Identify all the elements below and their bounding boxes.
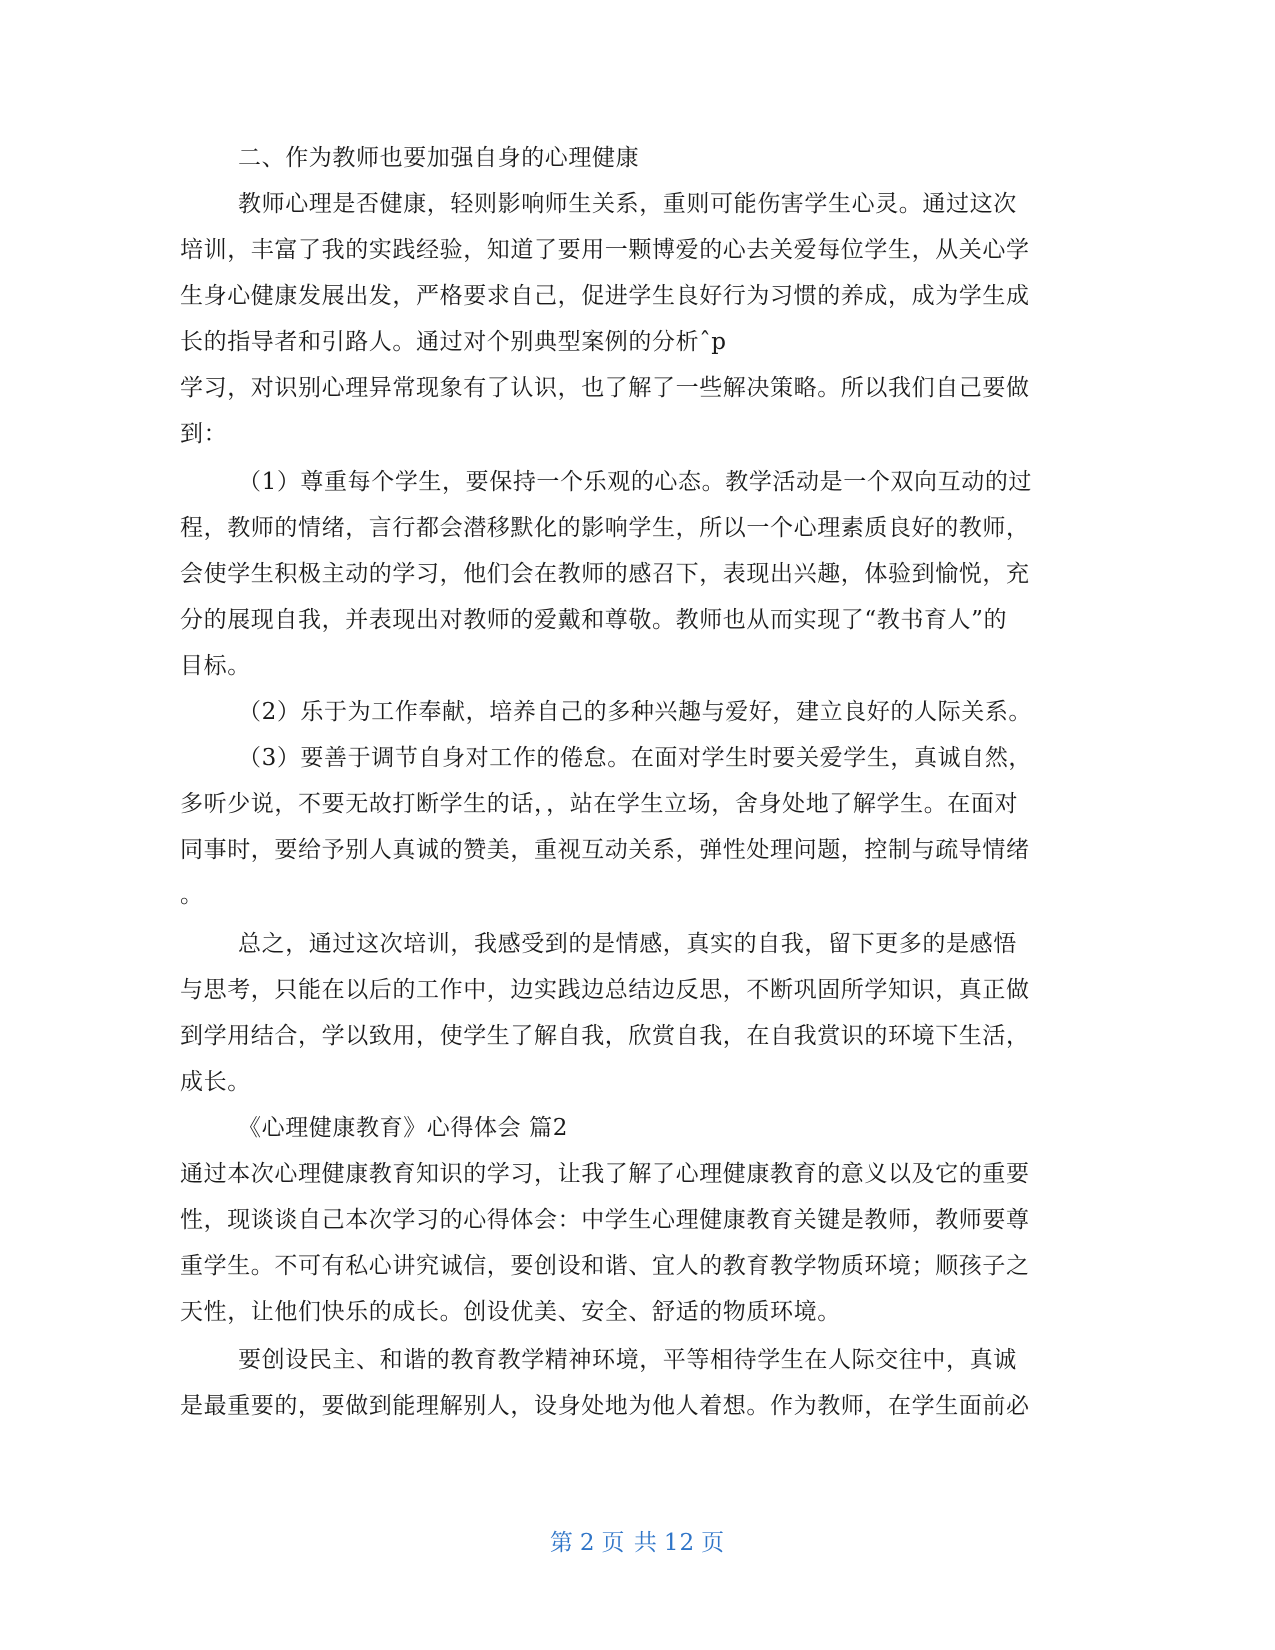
- paragraph-line: 天性，让他们快乐的成长。创设优美、安全、舒适的物质环境。: [180, 1299, 841, 1325]
- paragraph-line: 教师心理是否健康，轻则影响师生关系，重则可能伤害学生心灵。通过这次: [238, 191, 1017, 217]
- paragraph-line: 程，教师的情绪，言行都会潜移默化的影响学生，所以一个心理素质良好的教师，: [180, 515, 1030, 541]
- paragraph-line: 是最重要的，要做到能理解别人，设身处地为他人着想。作为教师，在学生面前必: [180, 1393, 1030, 1419]
- footer-middle: 页 共: [601, 1530, 658, 1556]
- paragraph-line: 会使学生积极主动的学习，他们会在教师的感召下，表现出兴趣，体验到愉悦，充: [180, 561, 1030, 587]
- paragraph-line: 重学生。不可有私心讲究诚信，要创设和谐、宜人的教育教学物质环境；顺孩子之: [180, 1253, 1030, 1279]
- section-heading: 二、作为教师也要加强自身的心理健康: [238, 145, 640, 171]
- list-item-line: （3）要善于调节自身对工作的倦怠。在面对学生时要关爱学生，真诚自然，: [238, 745, 1033, 771]
- footer-current-page: 2: [579, 1530, 596, 1556]
- paragraph-line: 学习，对识别心理异常现象有了认识，也了解了一些解决策略。所以我们自己要做: [180, 375, 1030, 401]
- paragraph-line: 通过本次心理健康教育知识的学习，让我了解了心理健康教育的意义以及它的重要: [180, 1161, 1030, 1187]
- paragraph-line: 目标。: [180, 653, 251, 679]
- page-footer: [0, 1528, 1275, 1558]
- paragraph-line: 成长。: [180, 1069, 251, 1095]
- article-title: 《心理健康教育》心得体会 篇2: [238, 1115, 568, 1141]
- paragraph-line: 到学用结合，学以致用，使学生了解自我，欣赏自我，在自我赏识的环境下生活，: [180, 1023, 1030, 1049]
- paragraph-line: 分的展现自我，并表现出对教师的爱戴和尊敬。教师也从而实现了“教书育人”的: [180, 607, 1008, 633]
- paragraph-line: 到：: [180, 421, 228, 447]
- paragraph-line: 多听少说，不要无故打断学生的话，，站在学生立场，舍身处地了解学生。在面对: [180, 791, 1019, 817]
- footer-total-pages: 12: [663, 1530, 696, 1556]
- paragraph-line: 与思考，只能在以后的工作中，边实践边总结边反思，不断巩固所学知识，真正做: [180, 977, 1030, 1003]
- footer-suffix: 页: [701, 1530, 726, 1556]
- paragraph-line: 总之，通过这次培训，我感受到的是情感，真实的自我，留下更多的是感悟: [238, 931, 1017, 957]
- footer-prefix: 第: [549, 1530, 574, 1556]
- paragraph-line: 性，现谈谈自己本次学习的心得体会：中学生心理健康教育关键是教师，教师要尊: [180, 1207, 1030, 1233]
- paragraph-line: 要创设民主、和谐的教育教学精神环境，平等相待学生在人际交往中，真诚: [238, 1347, 1017, 1373]
- paragraph-line: 。: [180, 882, 204, 908]
- paragraph-line: 生身心健康发展出发，严格要求自己，促进学生良好行为习惯的养成，成为学生成: [180, 283, 1030, 309]
- paragraph-line: 长的指导者和引路人。通过对个别典型案例的分析ˆp: [180, 329, 727, 355]
- paragraph-line: 培训，丰富了我的实践经验，知道了要用一颗博爱的心去关爱每位学生，从关心学: [180, 237, 1030, 263]
- list-item-line: （2）乐于为工作奉献，培养自己的多种兴趣与爱好，建立良好的人际关系。: [238, 699, 1033, 725]
- list-item-line: （1）尊重每个学生，要保持一个乐观的心态。教学活动是一个双向互动的过: [238, 469, 1033, 495]
- paragraph-line: 同事时，要给予别人真诚的赞美，重视互动关系，弹性处理问题，控制与疏导情绪: [180, 837, 1030, 863]
